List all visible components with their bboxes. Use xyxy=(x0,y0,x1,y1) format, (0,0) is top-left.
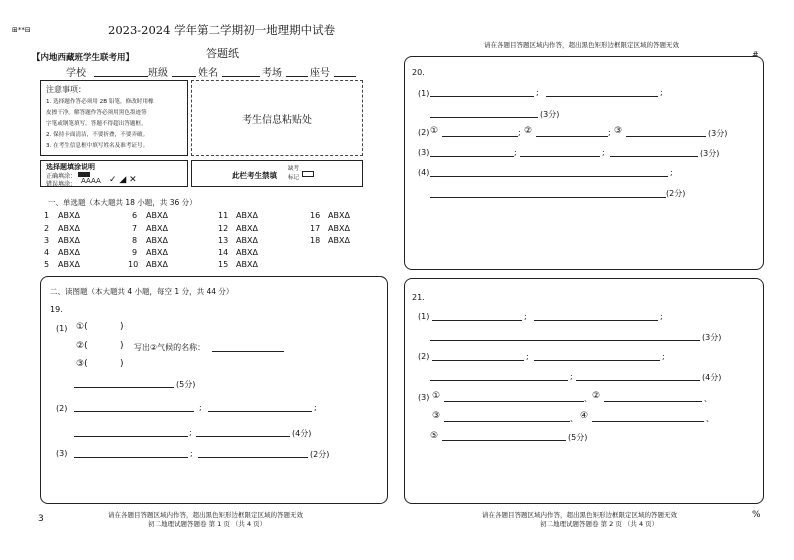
score-3: (3分) xyxy=(540,110,560,119)
sticker-area[interactable] xyxy=(191,80,363,156)
q19-2-label: (2) xyxy=(56,404,68,413)
answer-line[interactable] xyxy=(74,411,194,412)
answer-line[interactable] xyxy=(74,387,174,388)
top-notice: 请在各题目答题区域内作答，超出黑色矩形边框限定区域的答题无效 xyxy=(484,41,679,49)
mc-row[interactable]: 10 ABXΔ xyxy=(128,260,168,269)
comma: 、 xyxy=(704,394,712,403)
score-2: (2分) xyxy=(666,189,686,198)
footer-notice-1: 请在各题目答题区域内作答，超出黑色矩形边框限定区域的答题无效 xyxy=(108,511,303,519)
fill-wrong: 错误填涂： xyxy=(46,181,77,188)
footer-notice-2: 请在各题目答题区域内作答，超出黑色矩形边框限定区域的答题无效 xyxy=(482,511,677,519)
sep: ; xyxy=(570,372,573,381)
section1-title: 一、单选题（本大题共 18 小题，共 36 分） xyxy=(48,198,197,207)
comma: 、 xyxy=(570,414,578,423)
q19-c2-close: ) xyxy=(120,341,124,351)
q21-3-label: (3) xyxy=(418,393,430,402)
q20-2-label: (2) xyxy=(418,128,430,137)
section2-box xyxy=(40,276,388,504)
sep: ; xyxy=(662,352,665,361)
answer-line[interactable] xyxy=(208,411,312,412)
q19-3-label: (3) xyxy=(56,449,68,458)
answer-line[interactable] xyxy=(520,156,600,157)
q21-2-label: (2) xyxy=(418,352,430,361)
mc-row[interactable]: 16 ABXΔ xyxy=(310,211,350,220)
answer-line[interactable] xyxy=(536,136,608,137)
sep: ; xyxy=(518,128,521,137)
mc-row[interactable]: 17 ABXΔ xyxy=(310,224,350,233)
answer-line[interactable] xyxy=(626,136,706,137)
answer-line[interactable] xyxy=(430,340,700,341)
q21-c4: ④ xyxy=(580,411,589,421)
sep: ; xyxy=(189,428,192,437)
sticker-label: 考生信息粘贴处 xyxy=(242,115,312,126)
q20-c1: ① xyxy=(430,126,439,136)
q21-c3: ③ xyxy=(432,411,441,421)
answer-line[interactable] xyxy=(430,117,538,118)
comma: 、 xyxy=(706,414,714,423)
field-school[interactable]: 学校 xyxy=(66,68,86,79)
mc-row[interactable]: 18 ABXΔ xyxy=(310,236,350,245)
page-mark-1: 3 xyxy=(38,514,44,524)
answer-line[interactable] xyxy=(604,401,702,402)
absent-side-1: 缺考 xyxy=(288,166,300,172)
score-5: (5分) xyxy=(568,433,588,442)
mc-row[interactable]: 5 ABXΔ xyxy=(44,260,80,269)
absent-checkbox[interactable] xyxy=(302,171,314,177)
absent-side xyxy=(288,165,299,183)
q21-c1: ① xyxy=(432,391,441,401)
absent-label: 此栏考生禁填 xyxy=(232,171,277,180)
answer-line[interactable] xyxy=(610,156,698,157)
class-tag: 【内地西藏班学生联考用】 xyxy=(32,53,135,63)
q19-c3: ③( xyxy=(76,359,88,369)
corner-mark: ⊞**⊟ xyxy=(12,26,31,34)
mc-row[interactable]: 14 ABXΔ xyxy=(218,248,258,257)
score-3: (3分) xyxy=(708,129,728,138)
q21-box xyxy=(404,278,764,504)
mc-row[interactable]: 3 ABXΔ xyxy=(44,236,80,245)
fill-correct: 正确填涂： xyxy=(46,173,77,180)
answer-line[interactable] xyxy=(444,421,570,422)
footer-page-1: 初二地理试题答题卷 第 1 页 （共 4 页） xyxy=(148,520,267,528)
answer-line[interactable] xyxy=(444,401,584,402)
q21-c2: ② xyxy=(592,391,601,401)
sep: ; xyxy=(524,312,527,321)
q21-c5: ⑤ xyxy=(430,431,439,441)
mc-row[interactable]: 7 ABXΔ xyxy=(132,224,168,233)
fill-title: 选择题填涂说明 xyxy=(46,163,95,171)
sep: ; xyxy=(514,148,517,157)
note-item: 3. 在考生信息框中填写姓名及准考证号。 xyxy=(46,143,149,149)
answer-line[interactable] xyxy=(74,457,188,458)
answer-line[interactable] xyxy=(442,136,518,137)
note-item: 2. 保持卡面清洁，不要折叠，不要弄破。 xyxy=(46,132,149,138)
field-class[interactable]: 班级 xyxy=(148,68,168,79)
q19-c3-close: ) xyxy=(120,359,124,369)
answer-line[interactable] xyxy=(442,440,566,441)
q21-number: 21. xyxy=(412,293,425,302)
notes-box xyxy=(40,80,188,156)
sep: ; xyxy=(526,352,529,361)
score-5: (5分) xyxy=(176,380,196,389)
q19-climate-label: 写出②气候的名称： xyxy=(134,343,206,352)
answer-line[interactable] xyxy=(430,380,568,381)
mc-row[interactable]: 12 ABXΔ xyxy=(218,224,258,233)
answer-line[interactable] xyxy=(432,320,522,321)
sep: ; xyxy=(314,403,317,412)
sep: ; xyxy=(199,403,202,412)
sep: ; xyxy=(660,312,663,321)
answer-line[interactable] xyxy=(546,96,658,97)
note-item: 字笔或钢笔填写，答题不得超出答题框。 xyxy=(46,121,147,127)
sep: ; xyxy=(670,168,673,177)
page-mark-2: % xyxy=(752,510,761,520)
mc-row[interactable]: 15 ABXΔ xyxy=(218,260,258,269)
answer-line[interactable] xyxy=(432,360,524,361)
mc-row[interactable]: 1 ABXΔ xyxy=(44,211,80,220)
q19-number: 19. xyxy=(50,305,63,314)
page-title: 2023-2024 学年第二学期初一地理期中试卷 xyxy=(108,23,336,37)
q20-number: 20. xyxy=(412,68,425,77)
section2-title: 二、读图题（本大题共 4 小题，每空 1 分，共 44 分） xyxy=(50,287,234,296)
answer-line[interactable] xyxy=(196,436,290,437)
wrong-marks-text: ✓ ◢ ✕ xyxy=(109,175,137,185)
absent-side-2: 标记 xyxy=(288,175,300,181)
answer-line[interactable] xyxy=(430,96,534,97)
answer-line[interactable] xyxy=(592,421,704,422)
score-4: (4分) xyxy=(702,373,722,382)
answer-line[interactable] xyxy=(430,176,668,177)
score-3: (3分) xyxy=(700,149,720,158)
q20-3-label: (3) xyxy=(418,148,430,157)
q19-c2: ②( xyxy=(76,341,88,351)
q20-c2: ② xyxy=(524,126,533,136)
answer-line[interactable] xyxy=(430,197,666,198)
mc-row[interactable]: 2 ABXΔ xyxy=(44,224,80,233)
wrong-marks-icon: AAAA xyxy=(81,177,101,185)
note-item: 皮擦干净。解答题作答必须用黑色墨迹签 xyxy=(46,110,147,116)
note-item: 1. 选择题作答必须用 2B 铅笔，修改时用橡 xyxy=(46,99,154,105)
q20-1-label: (1) xyxy=(418,89,430,98)
q19-1-label: (1) xyxy=(56,324,68,333)
answer-sheet-label: 答题纸 xyxy=(206,47,239,60)
notes-list xyxy=(46,97,154,152)
mc-row[interactable]: 6 ABXΔ xyxy=(132,211,168,220)
mc-row[interactable]: 9 ABXΔ xyxy=(132,248,168,257)
sep: ; xyxy=(190,449,193,458)
mc-row[interactable]: 13 ABXΔ xyxy=(218,236,258,245)
q19-c1-close: ) xyxy=(120,322,124,332)
score-4: (4分) xyxy=(292,429,312,438)
field-seat[interactable]: 座号 xyxy=(310,68,330,79)
sep: ; xyxy=(602,148,605,157)
score-3: (3分) xyxy=(702,333,722,342)
answer-line[interactable] xyxy=(74,436,188,437)
answer-line[interactable] xyxy=(534,320,658,321)
sep: ; xyxy=(608,128,611,137)
fill-instructions xyxy=(40,160,188,187)
q19-c1: ①( xyxy=(76,322,88,332)
field-name[interactable]: 姓名 xyxy=(198,68,218,79)
mc-row[interactable]: 8 ABXΔ xyxy=(132,236,168,245)
notes-title: 注意事项： xyxy=(46,85,86,94)
q20-box xyxy=(404,56,764,270)
q21-1-label: (1) xyxy=(418,312,430,321)
answer-line[interactable] xyxy=(198,457,308,458)
mc-row[interactable]: 11 ABXΔ xyxy=(218,211,258,220)
answer-line[interactable] xyxy=(212,351,284,352)
answer-line[interactable] xyxy=(430,156,514,157)
q20-4-label: (4) xyxy=(418,168,430,177)
answer-line[interactable] xyxy=(534,360,660,361)
mc-row[interactable]: 4 ABXΔ xyxy=(44,248,80,257)
footer-page-2: 初二地理试题答题卷 第 2 页 （共 4 页） xyxy=(540,520,659,528)
hash-mark: # xyxy=(752,50,759,59)
sep: ; xyxy=(536,88,539,97)
answer-line[interactable] xyxy=(576,380,700,381)
score-2: (2分) xyxy=(310,450,330,459)
absent-box xyxy=(191,160,363,187)
q20-c3: ③ xyxy=(614,126,623,136)
sep: ; xyxy=(660,88,663,97)
comma: 、 xyxy=(584,394,592,403)
field-room[interactable]: 考场 xyxy=(262,68,282,79)
